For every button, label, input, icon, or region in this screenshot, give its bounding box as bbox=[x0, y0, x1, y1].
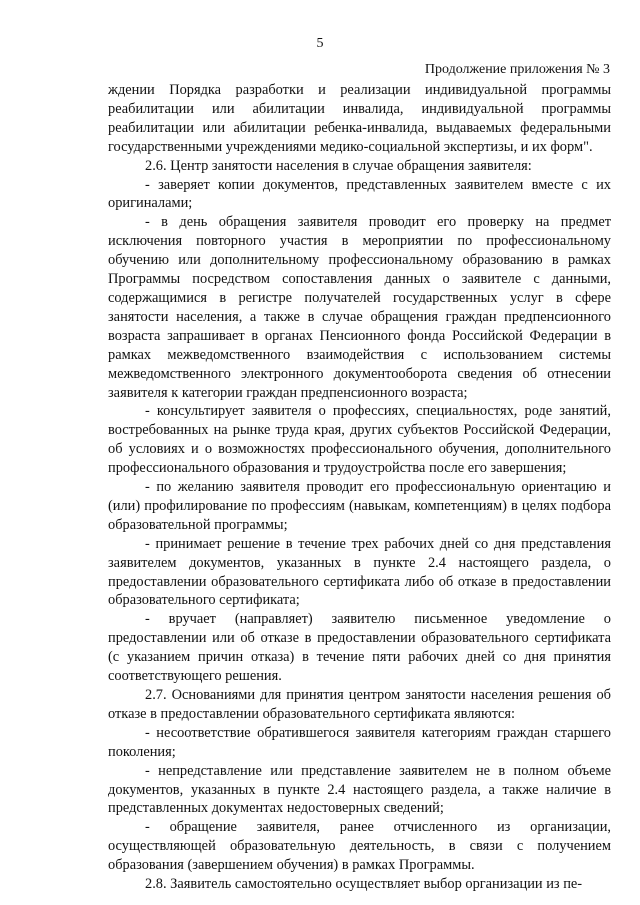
paragraph-continued-text: ждении Порядка разработки и реализации индивидуальной программы реабилитации или абилитации инвалида, индивидуальной программы реабилитации или абилитации ребенка-инвалида, выдаваемых федеральными государственными учреждениями медико-социальной экспертизы, и их форм". bbox=[108, 82, 611, 155]
list-item-missing-documents: - непредставление или представление заявителем не в полном объеме документов, указанных в пункте 2.4 настоящего раздела, а также наличие в представленных документах недостоверных сведений; bbox=[108, 762, 611, 817]
appendix-continuation-label: Продолжение приложения № 3 bbox=[424, 62, 610, 77]
list-item-notification: - вручает (направляет) заявителю письменное уведомление о предоставлении или об отказе в предоставлении образовательного сертификата (с указанием причин отказа) в течение пяти рабочих дней со дня принятия соответствующего решения. bbox=[108, 611, 611, 685]
paragraph-section-2-7: 2.7. Основаниями для принятия центром занятости населения решения об отказе в предоставлении образовательного сертификата являются: bbox=[108, 687, 611, 722]
list-item-certifies-copies: - заверяет копии документов, представленных заявителем вместе с их оригиналами; bbox=[108, 176, 611, 212]
list-item-verification: - в день обращения заявителя проводит его проверку на предмет исключения повторного участия в мероприятии по профессиональному обучению или дополнительному профессиональному образованию в рамках Программы посредством сопоставления данных о заявителе с данными, содержащимися в регистре получателей государственных услуг в сфере занятости населения, а также в случае обращения граждан предпенсионного возраста запрашивает в органах Пенсионного фонда Российской Федерации в рамках межведомственного взаимодействия с использованием системы межведомственного электронного документооборота сведения об отнесении заявителя к категории граждан предпенсионного возраста; bbox=[108, 214, 611, 401]
list-item-consultation: - консультирует заявителя о профессиях, специальностях, роде занятий, востребованных на рынке труда края, других субъектов Российской Федерации, об условиях и о возможностях профессионального обучения, дополнительного профессионального образования и трудоустройства после его завершения; bbox=[108, 403, 611, 477]
page-number: 5 bbox=[316, 36, 324, 51]
list-item-decision: - принимает решение в течение трех рабочих дней со дня представления заявителем документов, указанных в пункте 2.4 настоящего раздела, о предоставлении образовательного сертификата либо об отказе в предоставлении образовательного сертификата; bbox=[108, 535, 611, 609]
list-item-category-mismatch: - несоответствие обратившегося заявителя категориям граждан старшего поколения; bbox=[108, 724, 611, 760]
list-item-orientation: - по желанию заявителя проводит его профессиональную ориентацию и (или) профилирование по профессиям (навыкам, компетенциям) в целях подбора образовательной программы; bbox=[108, 479, 611, 533]
paragraph-section-2-6: 2.6. Центр занятости населения в случае обращения заявителя: bbox=[145, 157, 532, 174]
paragraph-section-2-8: 2.8. Заявитель самостоятельно осуществляет выбор организации из пе- bbox=[145, 876, 583, 893]
document-body bbox=[108, 81, 611, 894]
list-item-prior-expulsion: - обращение заявителя, ранее отчисленного из организации, осуществляющей образовательную деятельность, в связи с получением образования (завершением обучения) в рамках Программы. bbox=[108, 819, 611, 874]
